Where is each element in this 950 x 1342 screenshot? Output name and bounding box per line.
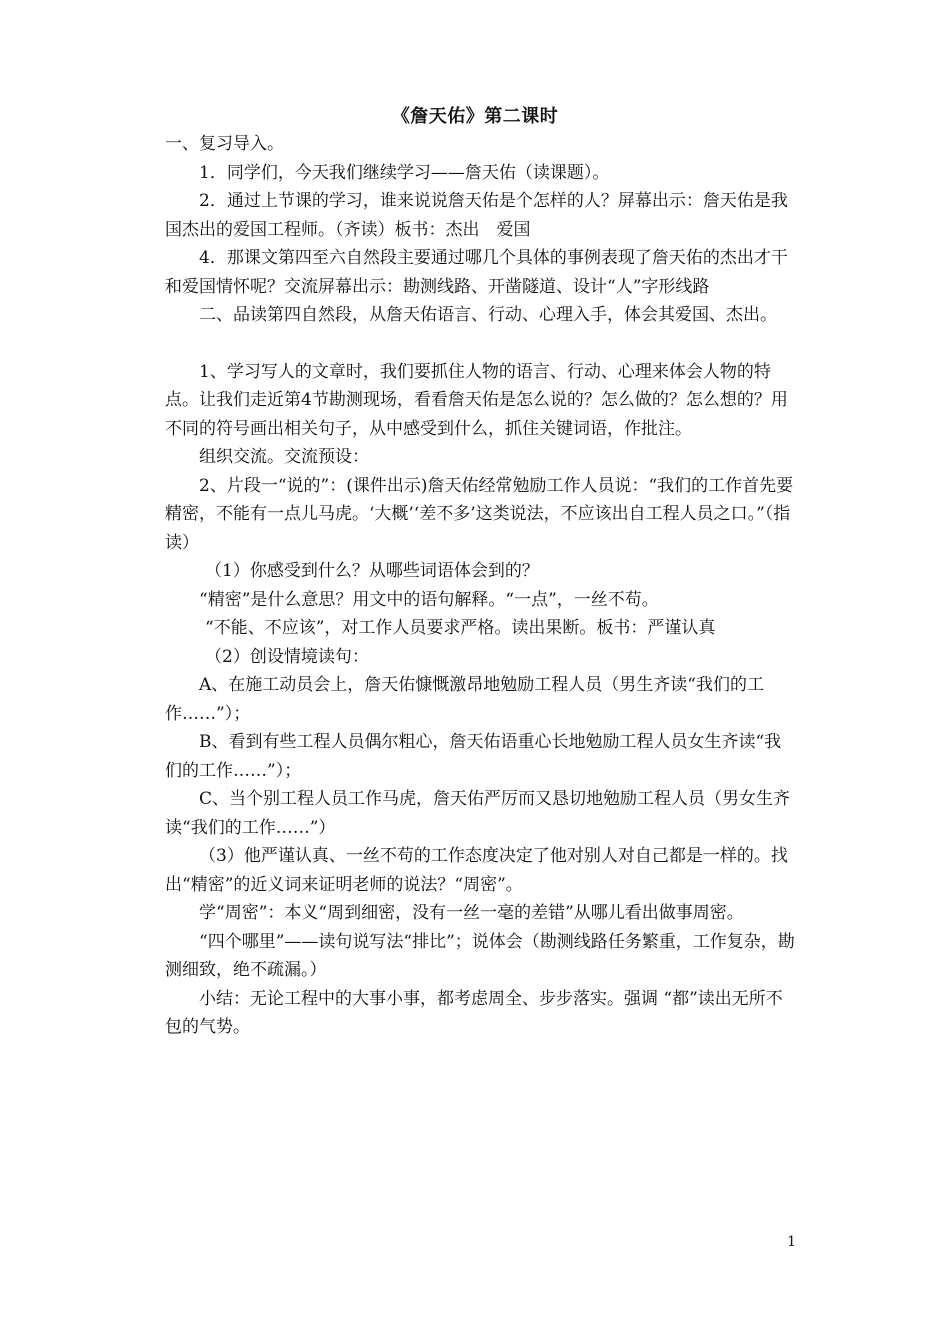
paragraph: A、在施工动员会上，詹天佑慷慨激昂地勉励工程人员（男生齐读“我们的工作……”）； (165, 675, 764, 724)
paragraph: “四个哪里”——读句说写法“排比”；说体会（勘测线路任务繁重，工作复杂，勘测细致，绝不疏漏。） (165, 931, 795, 980)
paragraph: 2．通过上节课的学习，谁来说说詹天佑是个怎样的人？屏幕出示：詹天佑是我国杰出的爱国工程师。（齐读）板书：杰出 爱国 (165, 191, 788, 240)
paragraph: B、看到有些工程人员偶尔粗心，詹天佑语重心长地勉励工程人员女生齐读“我们的工作……”）； (165, 732, 782, 781)
paragraph: 组织交流。交流预设： (199, 447, 369, 467)
paragraph: 学“周密”：本义“周到细密，没有一丝一毫的差错”从哪儿看出做事周密。 (199, 903, 744, 923)
paragraph: 小结：无论工程中的大事小事，都考虑周全、步步落实。强调 “都”读出无所不包的气势。 (165, 988, 783, 1037)
paragraph: 4．那课文第四至六自然段主要通过哪几个具体的事例表现了詹天佑的杰出才干和爱国情怀呢？交流屏幕出示：勘测线路、开凿隧道、设计“人”字形线路 (165, 248, 788, 297)
document-body (165, 130, 795, 1042)
paragraph: 1．同学们，今天我们继续学习——詹天佑（读课题）。 (199, 162, 610, 183)
blank-line (165, 330, 795, 358)
paragraph: （2）创设情境读句： (205, 646, 369, 667)
section-heading-reading: 二、品读第四自然段，从詹天佑语言、行动、心理入手，体会其爱国、杰出。 (199, 305, 777, 325)
paragraph: 2、片段一“说的”：(课件出示)詹天佑经常勉励工作人员说：“我们的工作首先要精密，不能有一点儿马虎。‘大概’‘差不多’这类说法，不应该出自工程人员之口。”（指读） (165, 475, 794, 553)
paragraph: （1）你感受到什么？从哪些词语体会到的？ (205, 561, 539, 581)
paragraph: （3）他严谨认真、一丝不苟的工作态度决定了他对别人对自己都是一样的。找出“精密”的近义词来证明老师的说法？“周密”。 (165, 846, 788, 895)
paragraph: 1、学习写人的文章时，我们要抓住人物的语言、行动、心理来体会人物的特点。让我们走近第4节勘测现场，看看詹天佑是怎么说的？怎么做的？怎么想的？用不同的符号画出相关句子，从中感受到什么，抓住关键词语，作批注。 (165, 361, 788, 439)
paragraph: “精密”是什么意思？用文中的语句解释。“一点”，一丝不苟。 (199, 589, 659, 610)
section-heading-review: 一、复习导入。 (165, 134, 284, 154)
paragraph: “不能、不应该”，对工作人员要求严格。读出果断。板书：严谨认真 (205, 618, 716, 638)
document-title: 《詹天佑》第二课时 (391, 106, 559, 127)
paragraph: C、当个别工程人员工作马虎，詹天佑严厉而又恳切地勉励工程人员（男女生齐读“我们的工作……”） (165, 789, 791, 838)
page-number: 1 (787, 1234, 796, 1250)
